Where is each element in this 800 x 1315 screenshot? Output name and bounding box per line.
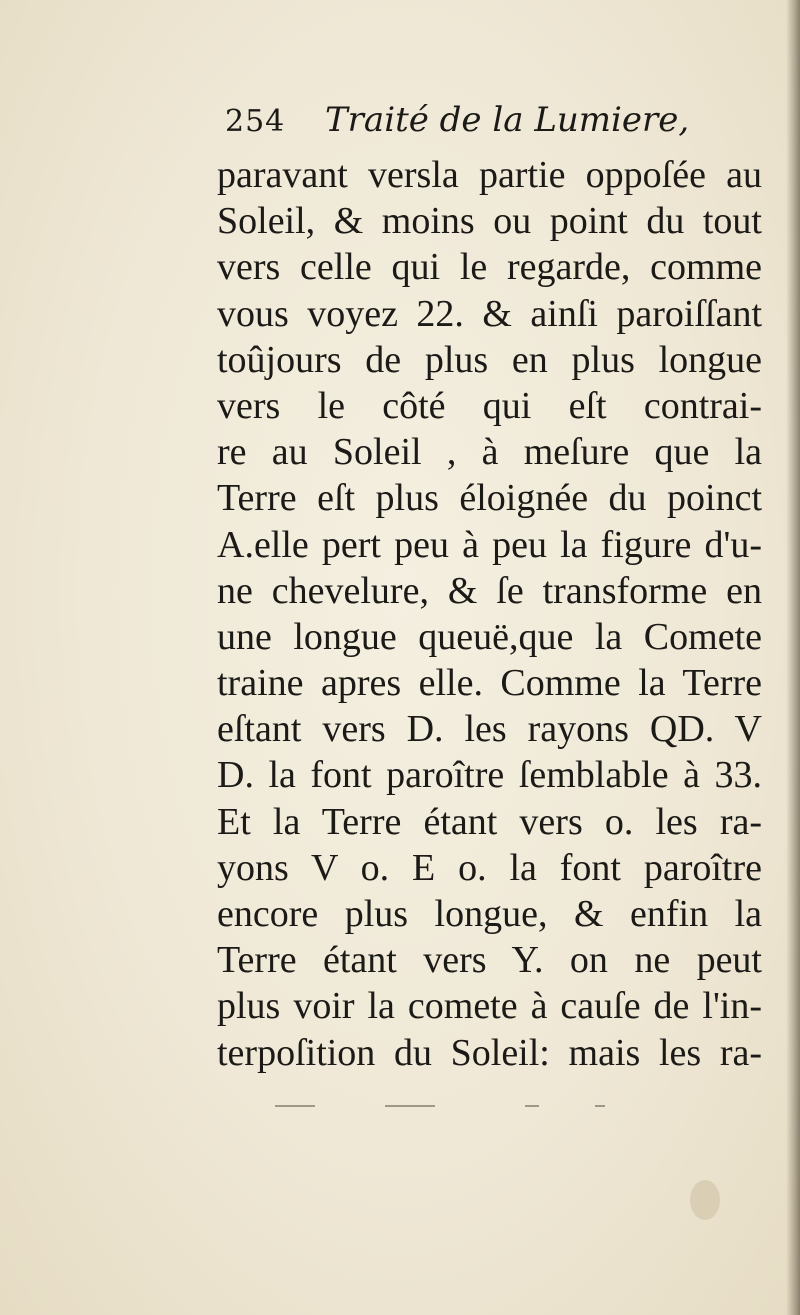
text-line: traine apres elle. Comme la Terre <box>217 662 762 705</box>
text-line: vous voyez 22. & ainſi paroiſſant <box>217 292 762 335</box>
page-number: 254 <box>225 104 286 139</box>
text-line: vers celle qui le regarde, comme <box>217 246 762 289</box>
text-line: Et la Terre étant vers o. les ra- <box>217 800 762 843</box>
text-line: A.elle pert peu à peu la figure d'u- <box>217 523 762 566</box>
text-line: Terre eſt plus éloignée du poinct <box>217 477 762 520</box>
text-line: D. la font paroître ſemblable à 33. <box>217 754 762 797</box>
bleed-through-marks <box>275 1103 695 1111</box>
paper-stain <box>690 1180 720 1220</box>
text-line: terpoſition du Soleil: mais les ra- <box>217 1031 762 1074</box>
running-title: Traité de la Lumiere, <box>325 100 690 140</box>
text-line: paravant versla partie oppoſée au <box>217 154 762 196</box>
text-line: vers le côté qui eſt contrai- <box>217 384 762 427</box>
text-line: plus voir la comete à cauſe de l'in- <box>217 985 762 1028</box>
text-line: toûjours de plus en plus longue <box>217 338 762 381</box>
text-line: yons V o. E o. la font paroître <box>217 846 762 889</box>
page-header <box>225 100 745 156</box>
text-line: Terre étant vers Y. on ne peut <box>217 939 762 982</box>
body-text <box>217 152 762 1076</box>
text-line: ne chevelure, & ſe transforme en <box>217 569 762 612</box>
text-line: une longue queuë,que la Comete <box>217 615 762 658</box>
text-line: encore plus longue, & enfin la <box>217 893 762 935</box>
text-line: re au Soleil , à meſure que la <box>217 431 762 474</box>
text-line: Soleil, & moins ou point du tout <box>217 200 762 243</box>
text-line: eſtant vers D. les rayons QD. V <box>217 708 762 751</box>
page-edge-shadow <box>786 0 800 1315</box>
